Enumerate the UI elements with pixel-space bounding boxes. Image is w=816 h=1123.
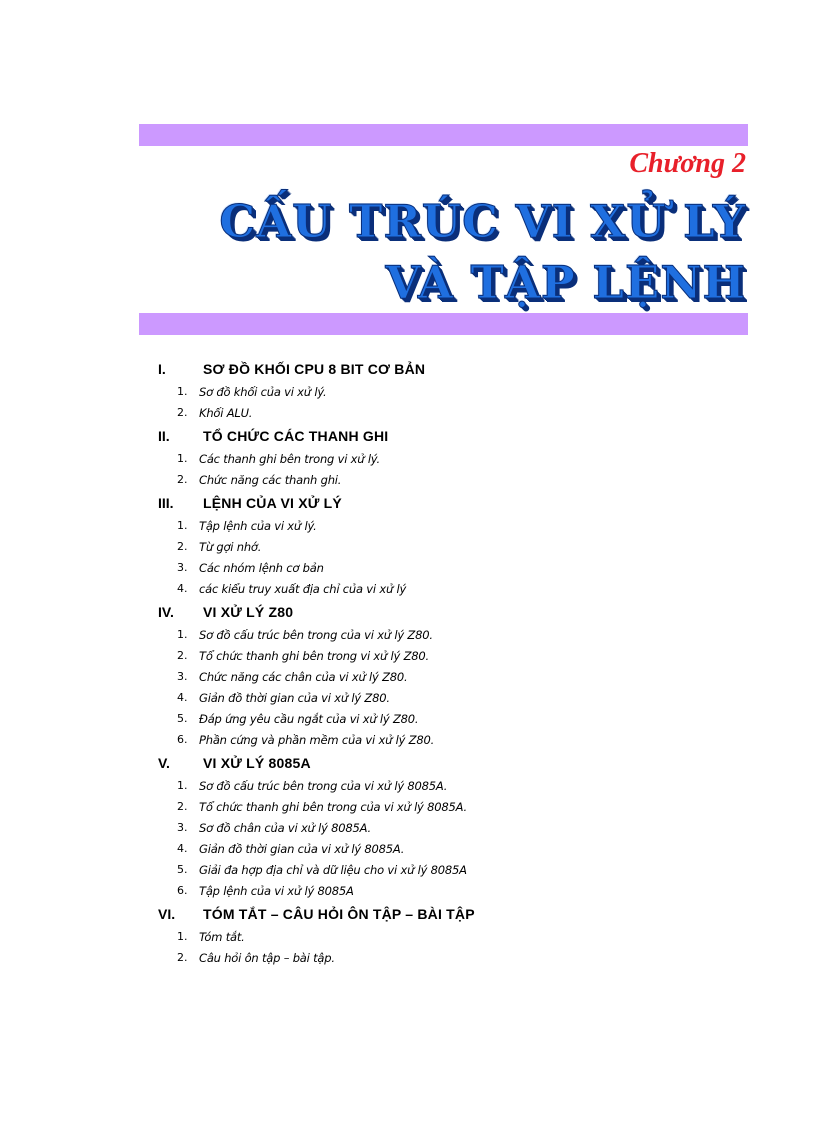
toc-item xyxy=(158,729,718,750)
item-text: Từ gợi nhớ. xyxy=(199,539,262,554)
item-text: Tổ chức thanh ghi bên trong của vi xử lý 8085A. xyxy=(199,799,467,814)
item-text: Khối ALU. xyxy=(199,405,253,420)
item-text: Phần cứng và phần mềm của vi xử lý Z80. xyxy=(199,732,435,747)
section-title: TỔ CHỨC CÁC THANH GHI xyxy=(203,428,389,444)
item-text: Câu hỏi ôn tập – bài tập. xyxy=(199,950,335,965)
toc-item xyxy=(158,536,718,557)
toc-item xyxy=(158,708,718,729)
item-text: Tập lệnh của vi xử lý. xyxy=(199,518,317,533)
toc-item xyxy=(158,402,718,423)
toc-section-2 xyxy=(158,424,718,448)
item-number: 3. xyxy=(177,561,188,574)
item-number: 1. xyxy=(177,628,188,641)
section-title: VI XỬ LÝ 8085A xyxy=(203,755,311,771)
toc-item xyxy=(158,557,718,578)
item-text: Giản đồ thời gian của vi xử lý Z80. xyxy=(199,690,390,705)
section-title: VI XỬ LÝ Z80 xyxy=(203,604,294,620)
toc-section-1 xyxy=(158,357,718,381)
item-number: 1. xyxy=(177,930,188,943)
item-number: 1. xyxy=(177,519,188,532)
toc-section-6 xyxy=(158,902,718,926)
section-number: III. xyxy=(158,495,174,511)
toc-item xyxy=(158,859,718,880)
item-text: Sơ đồ chân của vi xử lý 8085A. xyxy=(199,820,371,835)
item-number: 2. xyxy=(177,649,188,662)
toc-item xyxy=(158,515,718,536)
toc-item xyxy=(158,624,718,645)
item-text: Tập lệnh của vi xử lý 8085A xyxy=(199,883,354,898)
item-number: 6. xyxy=(177,884,188,897)
item-text: các kiểu truy xuất địa chỉ của vi xử lý xyxy=(199,581,407,596)
item-number: 2. xyxy=(177,540,188,553)
section-number: VI. xyxy=(158,906,176,922)
toc-item xyxy=(158,947,718,968)
chapter-title-line-1: CẤU TRÚC VI XỬ LÝ xyxy=(219,195,746,248)
item-number: 5. xyxy=(177,712,188,725)
toc-section-3 xyxy=(158,491,718,515)
toc-item xyxy=(158,775,718,796)
item-number: 1. xyxy=(177,452,188,465)
toc-item xyxy=(158,926,718,947)
item-text: Đáp ứng yêu cầu ngắt của vi xử lý Z80. xyxy=(199,711,419,726)
section-number: V. xyxy=(158,755,170,771)
section-number: IV. xyxy=(158,604,174,620)
item-text: Tóm tắt. xyxy=(199,929,245,944)
section-title: LỆNH CỦA VI XỬ LÝ xyxy=(203,495,342,511)
toc-item xyxy=(158,469,718,490)
top-decorative-band xyxy=(139,124,748,146)
item-number: 2. xyxy=(177,406,188,419)
section-title: SƠ ĐỒ KHỐI CPU 8 BIT CƠ BẢN xyxy=(203,361,426,377)
item-number: 3. xyxy=(177,821,188,834)
item-text: Giản đồ thời gian của vi xử lý 8085A. xyxy=(199,841,405,856)
toc-section-5 xyxy=(158,751,718,775)
item-number: 2. xyxy=(177,473,188,486)
item-number: 3. xyxy=(177,670,188,683)
toc-item xyxy=(158,817,718,838)
item-text: Sơ đồ cấu trúc bên trong của vi xử lý 8085A. xyxy=(199,778,448,793)
section-number: II. xyxy=(158,428,170,444)
item-number: 4. xyxy=(177,842,188,855)
bottom-decorative-band xyxy=(139,313,748,335)
item-text: Sơ đồ khối của vi xử lý. xyxy=(199,384,327,399)
toc-item xyxy=(158,666,718,687)
item-text: Tổ chức thanh ghi bên trong vi xử lý Z80. xyxy=(199,648,429,663)
section-title: TÓM TẮT – CÂU HỎI ÔN TẬP – BÀI TẬP xyxy=(203,906,475,922)
toc-item xyxy=(158,687,718,708)
item-text: Chức năng các chân của vi xử lý Z80. xyxy=(199,669,408,684)
toc-item xyxy=(158,448,718,469)
table-of-contents xyxy=(158,356,718,968)
item-number: 6. xyxy=(177,733,188,746)
item-number: 4. xyxy=(177,582,188,595)
toc-item xyxy=(158,645,718,666)
chapter-label: Chương 2 xyxy=(629,148,746,179)
toc-item xyxy=(158,880,718,901)
item-number: 2. xyxy=(177,800,188,813)
item-number: 2. xyxy=(177,951,188,964)
chapter-title-line-2: VÀ TẬP LỆNH xyxy=(385,256,746,309)
item-number: 4. xyxy=(177,691,188,704)
toc-item xyxy=(158,578,718,599)
section-number: I. xyxy=(158,361,166,377)
item-number: 1. xyxy=(177,779,188,792)
toc-item xyxy=(158,796,718,817)
toc-item xyxy=(158,381,718,402)
item-text: Giải đa hợp địa chỉ và dữ liệu cho vi xử lý 8085A xyxy=(199,862,467,877)
item-text: Sơ đồ cấu trúc bên trong của vi xử lý Z80. xyxy=(199,627,433,642)
item-text: Các nhóm lệnh cơ bản xyxy=(199,560,324,575)
item-number: 5. xyxy=(177,863,188,876)
toc-section-4 xyxy=(158,600,718,624)
toc-item xyxy=(158,838,718,859)
item-text: Chức năng các thanh ghi. xyxy=(199,472,342,487)
item-text: Các thanh ghi bên trong vi xử lý. xyxy=(199,451,380,466)
item-number: 1. xyxy=(177,385,188,398)
